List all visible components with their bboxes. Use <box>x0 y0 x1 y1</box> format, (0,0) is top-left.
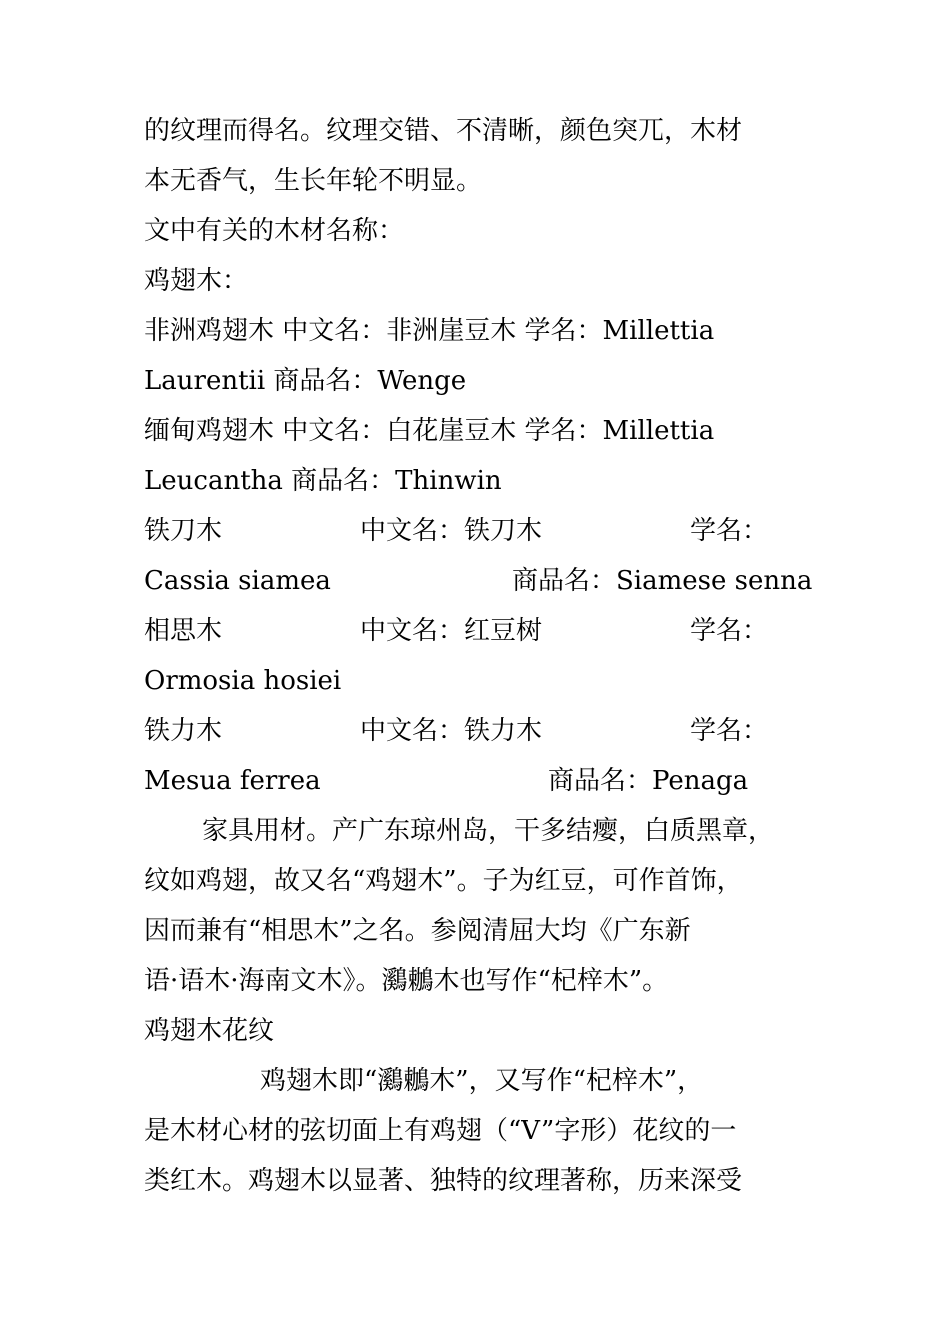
trade-name: 商品名：Siamese senna <box>512 566 813 596</box>
text-line: 语·语木·海南文木》。鸂鶒木也写作“杞梓木”。 <box>144 966 669 996</box>
document-body <box>144 106 813 1206</box>
section-heading: 鸡翅木： <box>144 266 249 296</box>
entry-tiedaomu-row-1 <box>144 506 808 556</box>
scientific-name: Ormosia hosiei <box>144 666 342 696</box>
text-line: 因而兼有“相思木”之名。参阅清屈大均《广东新 <box>144 916 691 946</box>
entry-tiedaomu-row-2 <box>144 556 813 606</box>
text-line: 纹如鸡翅，故又名“鸡翅木”。子为红豆，可作首饰， <box>144 866 743 896</box>
wood-name: 铁力木 <box>144 716 223 746</box>
section-heading: 文中有关的木材名称： <box>144 216 405 246</box>
text-line: 家具用材。产广东琼州岛，干多结瘿，白质黑章， <box>202 816 775 846</box>
scientific-name: Mesua ferrea <box>144 766 321 796</box>
entry-tielimu-row-1 <box>144 706 808 756</box>
wood-name: 铁刀木 <box>144 516 223 546</box>
entry-burmese-line-1: 缅甸鸡翅木 中文名：白花崖豆木 学名：Millettia <box>144 416 715 446</box>
entry-african-line-1: 非洲鸡翅木 中文名：非洲崖豆木 学名：Millettia <box>144 316 715 346</box>
trade-name: 商品名：Penaga <box>548 766 749 796</box>
scientific-name-label: 学名： <box>690 516 769 546</box>
text-line: 是木材心材的弦切面上有鸡翅（“V”字形）花纹的一 <box>144 1116 737 1146</box>
text-line: 鸡翅木即“鸂鶒木”，又写作“杞梓木”， <box>260 1066 704 1096</box>
chinese-name: 中文名：红豆树 <box>360 616 543 646</box>
entry-tielimu-row-2 <box>144 756 808 806</box>
text-line: 类红木。鸡翅木以显著、独特的纹理著称，历来深受 <box>144 1166 743 1196</box>
section-heading: 鸡翅木花纹 <box>144 1016 275 1046</box>
entry-african-line-2: Laurentii 商品名：Wenge <box>144 366 467 396</box>
entry-burmese-line-2: Leucantha 商品名：Thinwin <box>144 466 502 496</box>
chinese-name: 中文名：铁刀木 <box>360 516 543 546</box>
text-line: 本无香气，生长年轮不明显。 <box>144 166 483 196</box>
wood-name: 相思木 <box>144 616 223 646</box>
scientific-name: Cassia siamea <box>144 566 331 596</box>
entry-xiangsimu-row-1 <box>144 606 808 656</box>
chinese-name: 中文名：铁力木 <box>360 716 543 746</box>
scientific-name-label: 学名： <box>690 716 769 746</box>
entry-xiangsimu-row-2 <box>144 656 808 706</box>
scientific-name-label: 学名： <box>690 616 769 646</box>
text-line: 的纹理而得名。纹理交错、不清晰，颜色突兀，木材 <box>144 116 743 146</box>
